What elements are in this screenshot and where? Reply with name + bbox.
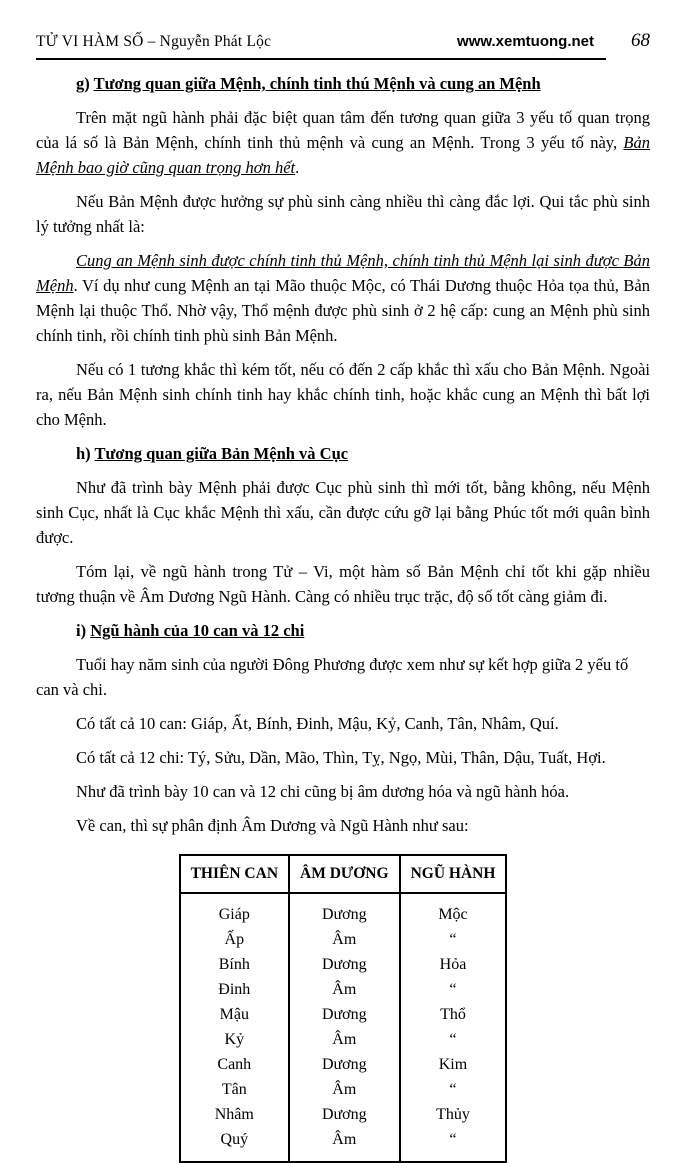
running-header — [36, 30, 650, 58]
table-cell: Canh — [180, 1052, 289, 1077]
paragraph — [36, 711, 650, 736]
paragraph — [36, 475, 650, 550]
heading-g-title: Tương quan giữa Mệnh, chính tinh thú Mệnh và cung an Mệnh — [93, 74, 541, 93]
paragraph-text: Nếu có 1 tương khắc thì kém tốt, nếu có đến 2 cấp khắc thì xấu cho Bản Mệnh. Ngoài ra, nếu Bản Mệnh sinh chính tinh hay khắc chính tinh, hoặc khắc cung an Mệnh thì bất lợi cho Mệnh. — [36, 360, 650, 429]
table-cell: Âm — [289, 1077, 400, 1102]
table-cell: Thủy — [400, 1102, 507, 1127]
heading-i — [76, 619, 650, 643]
table-cell: Ấp — [180, 927, 289, 952]
table-row — [180, 1027, 507, 1052]
table-cell: Dương — [289, 1002, 400, 1027]
heading-h-title: Tương quan giữa Bản Mệnh và Cục — [94, 444, 349, 463]
can-table-head — [180, 855, 507, 893]
column-header: ÂM DƯƠNG — [289, 855, 400, 893]
paragraph-text: Như đã trình bày 10 can và 12 chi cũng bị âm dương hóa và ngũ hành hóa. — [76, 782, 570, 801]
table-cell: Mậu — [180, 1002, 289, 1027]
can-table-body — [180, 893, 507, 1162]
table-row — [180, 952, 507, 977]
table-cell: Kim — [400, 1052, 507, 1077]
paragraph — [36, 559, 650, 609]
heading-h-prefix: h) — [76, 444, 95, 463]
table-cell: Hỏa — [400, 952, 507, 977]
heading-g-prefix: g) — [76, 74, 94, 93]
table-cell: “ — [400, 1027, 507, 1052]
heading-g — [76, 72, 650, 96]
table-header-row — [180, 855, 507, 893]
table-cell: Bính — [180, 952, 289, 977]
table-cell: Âm — [289, 977, 400, 1002]
table-cell: Giáp — [180, 893, 289, 927]
paragraph — [36, 248, 650, 348]
paragraph-emphasis: Cung an Mệnh sinh được chính tinh thủ Mệnh, chính tinh thủ Mệnh lại sinh được Bản Mệnh — [36, 251, 650, 295]
paragraph-text: Có tất cả 12 chi: Tý, Sửu, Dần, Mão, Thìn, Tỵ, Ngọ, Mùi, Thân, Dậu, Tuất, Hợi. — [76, 748, 606, 767]
table-cell: Đinh — [180, 977, 289, 1002]
heading-h — [76, 442, 650, 466]
heading-i-title: Ngũ hành của 10 can và 12 chi — [90, 621, 305, 640]
table-cell: Nhâm — [180, 1102, 289, 1127]
column-header: THIÊN CAN — [180, 855, 289, 893]
can-table — [179, 854, 508, 1163]
table-cell: Dương — [289, 1102, 400, 1127]
paragraph — [36, 652, 650, 702]
table-row — [180, 893, 507, 927]
table-cell: Âm — [289, 927, 400, 952]
table-row — [180, 927, 507, 952]
paragraph-text: Có tất cả 10 can: Giáp, Ất, Bính, Đinh, Mậu, Kỷ, Canh, Tân, Nhâm, Quí. — [76, 714, 559, 733]
paragraph-text: . — [295, 158, 300, 177]
table-cell: “ — [400, 1077, 507, 1102]
paragraph — [36, 813, 650, 838]
table-cell: Âm — [289, 1027, 400, 1052]
website-text: www.xemtuong.net — [457, 33, 594, 50]
paragraph-text: Tóm lại, về ngũ hành trong Tử – Vi, một hàm số Bản Mệnh chỉ tốt khi gặp nhiều tương thuận về Âm Dương Ngũ Hành. Càng có nhiều trục trặc, độ số tốt càng giảm đi. — [36, 562, 650, 606]
page-number: 68 — [631, 30, 650, 51]
paragraph — [36, 105, 650, 180]
header-right — [457, 30, 650, 52]
paragraph-text: Về can, thì sự phân định Âm Dương và Ngũ Hành như sau: — [76, 816, 469, 835]
table-cell: Dương — [289, 952, 400, 977]
table-cell: “ — [400, 1127, 507, 1162]
table-cell: “ — [400, 977, 507, 1002]
paragraph-text: . Ví dụ như cung Mệnh an tại Mão thuộc Mộc, có Thái Dương thuộc Hỏa tọa thủ, Bản Mệnh lại thuộc Thổ. Nhờ vậy, Thổ mệnh được phù sinh ở 2 hệ cấp: cung an Mệnh phù sinh chính tinh, rồi chính tinh phù sinh Bản Mệnh. — [36, 276, 650, 345]
table-cell: Kỷ — [180, 1027, 289, 1052]
paragraph-text: Như đã trình bày Mệnh phải được Cục phù sinh thì mới tốt, bằng không, nếu Mệnh sinh Cục, nhất là Cục khắc Mệnh thì xấu, cần được cứu gỡ lại bằng Phúc tốt mới quân bình được. — [36, 478, 650, 547]
heading-i-prefix: i) — [76, 621, 91, 640]
table-cell: Âm — [289, 1127, 400, 1162]
table-cell: Dương — [289, 893, 400, 927]
table-row — [180, 1077, 507, 1102]
table-cell: Tân — [180, 1077, 289, 1102]
can-table-container — [36, 854, 650, 1163]
paragraph — [36, 779, 650, 804]
book-title: TỬ VI HÀM SỐ – Nguyễn Phát Lộc — [36, 33, 272, 50]
paragraph — [36, 357, 650, 432]
table-row — [180, 1127, 507, 1162]
paragraph — [36, 189, 650, 239]
table-row — [180, 977, 507, 1002]
table-cell: Mộc — [400, 893, 507, 927]
paragraph — [36, 745, 650, 770]
paragraph-text: Tuổi hay năm sinh của người Đông Phương được xem như sự kết hợp giữa 2 yếu tố can và chi. — [36, 655, 629, 699]
paragraph-emphasis: Bản Mệnh bao giờ cũng quan trọng hơn hết — [36, 133, 650, 177]
paragraph-text: Trên mặt ngũ hành phải đặc biệt quan tâm đến tương quan giữa 3 yếu tố quan trọng của lá số là Bản Mệnh, chính tinh thủ mệnh và cung an Mệnh. Trong 3 yếu tố này, — [36, 108, 650, 152]
table-row — [180, 1052, 507, 1077]
paragraph-text: Nếu Bản Mệnh được hưởng sự phù sinh càng nhiều thì càng đắc lợi. Qui tắc phù sinh lý tưởng nhất là: — [36, 192, 650, 236]
table-cell: Quý — [180, 1127, 289, 1162]
table-row — [180, 1002, 507, 1027]
table-cell: “ — [400, 927, 507, 952]
table-row — [180, 1102, 507, 1127]
table-cell: Dương — [289, 1052, 400, 1077]
column-header: NGŨ HÀNH — [400, 855, 507, 893]
table-cell: Thổ — [400, 1002, 507, 1027]
header-rule — [36, 58, 606, 60]
